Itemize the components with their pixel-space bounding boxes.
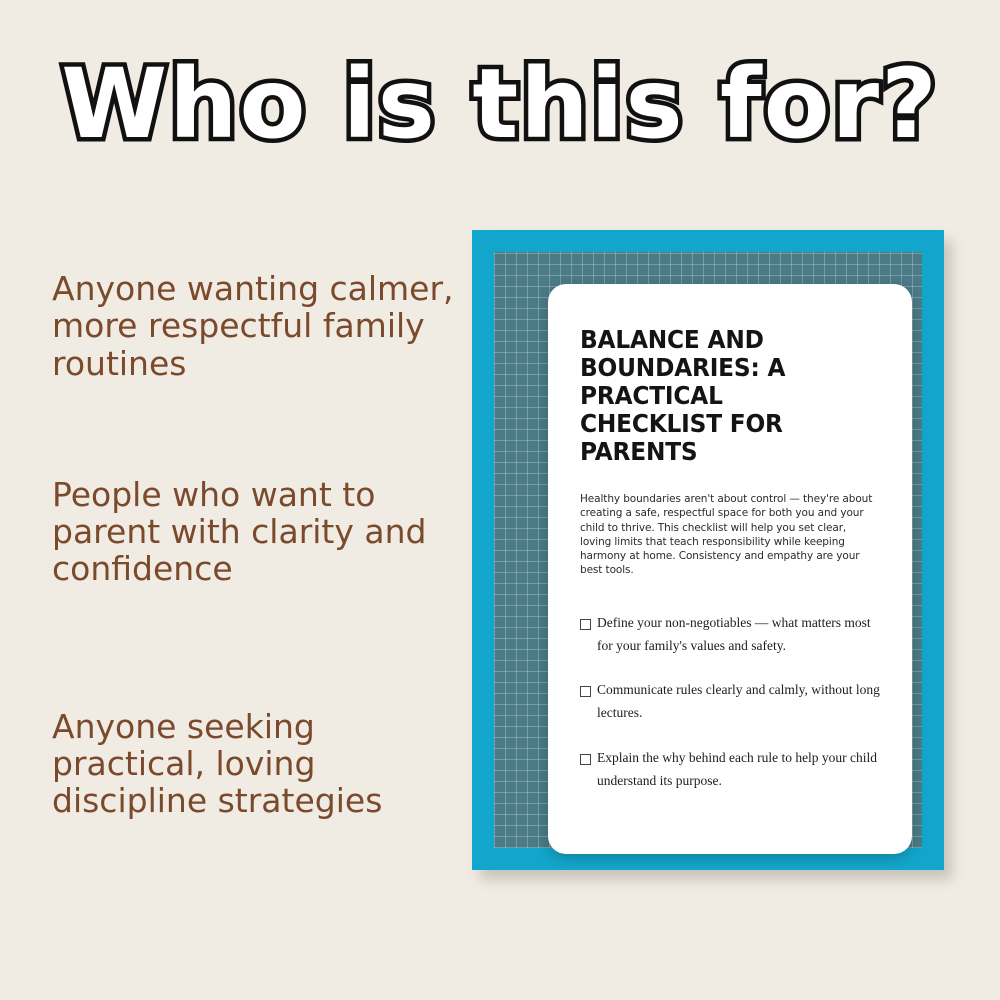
audience-bullet-list	[52, 270, 462, 820]
checklist-item-label: Explain the why behind each rule to help your child understand its purpose.	[597, 750, 878, 789]
list-item	[580, 747, 880, 793]
list-item	[580, 679, 880, 725]
poster-mat	[494, 252, 922, 848]
list-item: People who want to parent with clarity and confidence	[52, 474, 427, 589]
checkbox-icon[interactable]	[580, 686, 591, 697]
checklist-items	[580, 612, 880, 794]
checklist-document	[548, 284, 912, 854]
list-item: Anyone wanting calmer, more respectful family routines	[52, 269, 454, 383]
checklist-item-label: Define your non-negotiables — what matters most for your family's values and safety.	[597, 614, 871, 653]
page-title: Who is this for?	[61, 48, 939, 160]
checkbox-icon[interactable]	[580, 619, 591, 630]
checklist-item-label: Communicate rules clearly and calmly, without long lectures.	[597, 682, 880, 721]
list-item	[580, 612, 880, 658]
list-item: Anyone seeking practical, loving discipline strategies	[52, 706, 383, 821]
checkbox-icon[interactable]	[580, 754, 591, 765]
document-intro: Healthy boundaries aren't about control — they're about creating a safe, respectful space for both you and your child to thrive. This checklist will help you set clear, loving limits that teach responsibility while keeping harmony at home. Consistency and empathy are your best tools.	[580, 493, 873, 577]
poster-frame	[472, 230, 944, 870]
poster-mockup	[472, 230, 944, 870]
document-title: BALANCE AND BOUNDARIES: A PRACTICAL CHECKLIST FOR PARENTS	[580, 325, 786, 466]
